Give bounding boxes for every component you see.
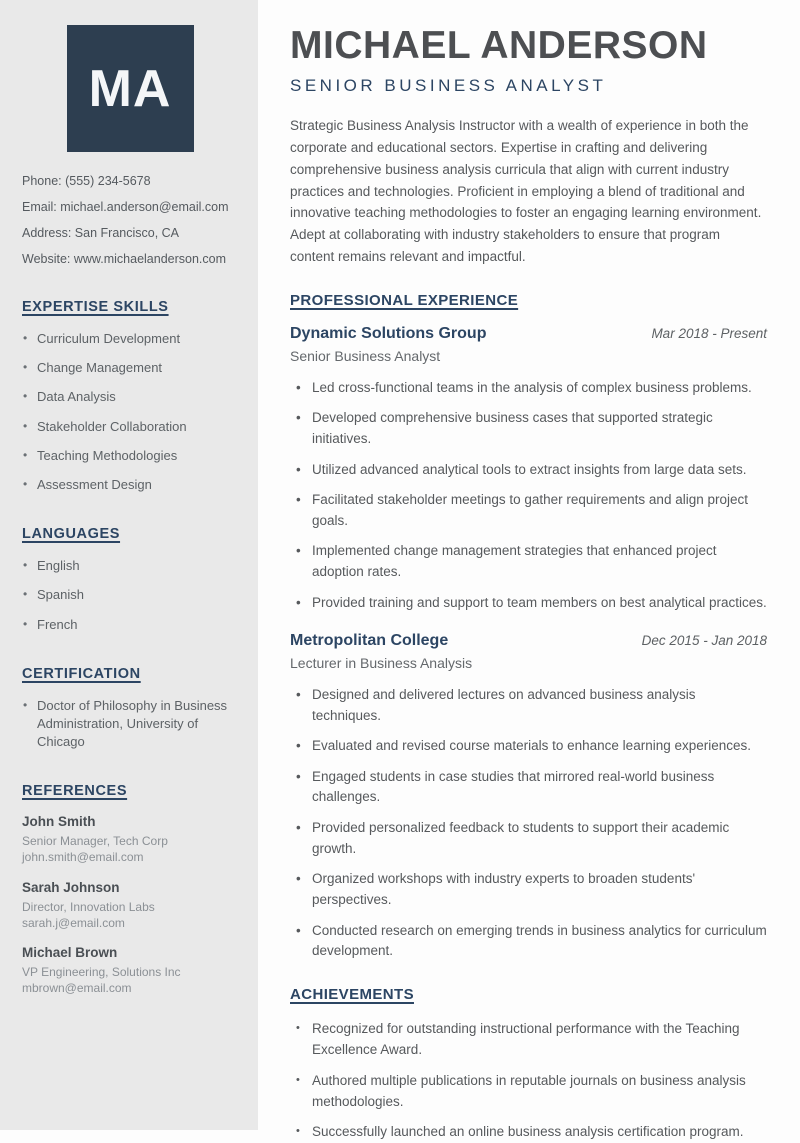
avatar <box>67 25 194 152</box>
achievements-heading: ACHIEVEMENTS <box>290 986 414 1004</box>
job-dates: Dec 2015 - Jan 2018 <box>641 632 767 648</box>
achievement-item: • Authored multiple publications in reputable journals on business analysis methodologies. <box>290 1071 767 1113</box>
skill-item: • Data Analysis <box>22 388 238 406</box>
reference-name: John Smith <box>22 814 96 830</box>
job-bullet: • Provided training and support to team members on best analytical practices. <box>290 593 767 614</box>
job-bullet: • Facilitated stakeholder meetings to gather requirements and align project goals. <box>290 490 767 532</box>
job-dates: Mar 2018 - Present <box>651 325 767 341</box>
skills-heading: EXPERTISE SKILLS <box>22 299 169 315</box>
job-bullet: • Implemented change management strategies that enhanced project adoption rates. <box>290 541 767 583</box>
main-content <box>258 0 800 1140</box>
reference-email: mbrown@email.com <box>22 981 132 996</box>
reference-title: Senior Manager, Tech Corp <box>22 834 168 849</box>
languages-list <box>22 557 238 634</box>
experience-entry <box>290 632 767 963</box>
reference-name: Sarah Johnson <box>22 879 120 895</box>
job-role: Lecturer in Business Analysis <box>290 654 473 671</box>
skill-item: • Assessment Design <box>22 476 238 494</box>
contact-phone: Phone: (555) 234-5678 <box>22 174 151 188</box>
reference-entry <box>22 945 238 996</box>
skill-item: • Stakeholder Collaboration <box>22 418 238 436</box>
skill-item: • Curriculum Development <box>22 330 238 348</box>
sidebar <box>0 0 258 1130</box>
language-item: • Spanish <box>22 586 238 604</box>
reference-title: Director, Innovation Labs <box>22 899 155 914</box>
company-name: Dynamic Solutions Group <box>290 324 487 342</box>
achievements-list <box>290 1019 767 1143</box>
language-item: • French <box>22 616 238 634</box>
company-name: Metropolitan College <box>290 631 449 649</box>
experience-entry <box>290 325 767 614</box>
certification-item: • Doctor of Philosophy in Business Administration, University of Chicago <box>22 697 238 752</box>
job-bullets <box>290 378 767 614</box>
certification-list <box>22 697 238 752</box>
job-bullets <box>290 685 767 963</box>
references-heading: REFERENCES <box>22 783 128 800</box>
job-bullet: • Designed and delivered lectures on advanced business analysis techniques. <box>290 685 767 727</box>
job-bullet: • Engaged students in case studies that mirrored real-world business challenges. <box>290 767 767 809</box>
contact-website: Website: www.michaelanderson.com <box>22 252 227 266</box>
language-item: • English <box>22 557 238 575</box>
job-bullet: • Developed comprehensive business cases that supported strategic initiatives. <box>290 408 767 450</box>
reference-title: VP Engineering, Solutions Inc <box>22 965 181 979</box>
contact-address: Address: San Francisco, CA <box>22 226 180 240</box>
summary-paragraph: Strategic Business Analysis Instructor with a wealth of experience in both the corporate and educational sectors. Expertise in crafting and delivering comprehensive business analysis curricula that align with current industry practices and technologies. Proficient in employing a blend of traditional and innovative teaching methodologies to foster an engaging learning environment. Adept at collaborating with industry stakeholders to ensure that program content remains relevant and impactful. <box>290 117 762 265</box>
job-bullet: • Organized workshops with industry experts to broaden students' perspectives. <box>290 869 767 911</box>
references-list <box>22 814 238 996</box>
achievement-item: • Successfully launched an online business analysis certification program. <box>290 1122 767 1143</box>
job-header <box>290 632 767 650</box>
contact-email: Email: michael.anderson@email.com <box>22 200 229 214</box>
skill-item: • Change Management <box>22 359 238 377</box>
reference-entry <box>22 880 238 931</box>
certification-heading: CERTIFICATION <box>22 665 141 682</box>
job-role: Senior Business Analyst <box>290 347 441 364</box>
job-header <box>290 325 767 343</box>
job-bullet: • Led cross-functional teams in the analysis of complex business problems. <box>290 378 767 399</box>
reference-email: john.smith@email.com <box>22 850 144 865</box>
languages-heading: LANGUAGES <box>22 526 121 543</box>
job-bullet: • Provided personalized feedback to students to support their academic growth. <box>290 818 767 860</box>
contact-info <box>22 174 238 267</box>
skill-item: • Teaching Methodologies <box>22 447 238 465</box>
candidate-name: MICHAEL ANDERSON <box>290 24 708 67</box>
avatar-initials: MA <box>88 59 172 118</box>
achievement-item: • Recognized for outstanding instructional performance with the Teaching Excellence Award. <box>290 1019 767 1061</box>
job-bullet: • Conducted research on emerging trends in business analytics for curriculum development. <box>290 921 767 963</box>
candidate-title: SENIOR BUSINESS ANALYST <box>290 75 607 95</box>
reference-entry <box>22 814 238 865</box>
skills-list <box>22 330 238 494</box>
job-bullet: • Evaluated and revised course materials to enhance learning experiences. <box>290 736 767 757</box>
reference-email: sarah.j@email.com <box>22 915 125 930</box>
job-bullet: • Utilized advanced analytical tools to extract insights from large data sets. <box>290 460 767 481</box>
reference-name: Michael Brown <box>22 945 118 960</box>
experience-heading: PROFESSIONAL EXPERIENCE <box>290 291 519 309</box>
